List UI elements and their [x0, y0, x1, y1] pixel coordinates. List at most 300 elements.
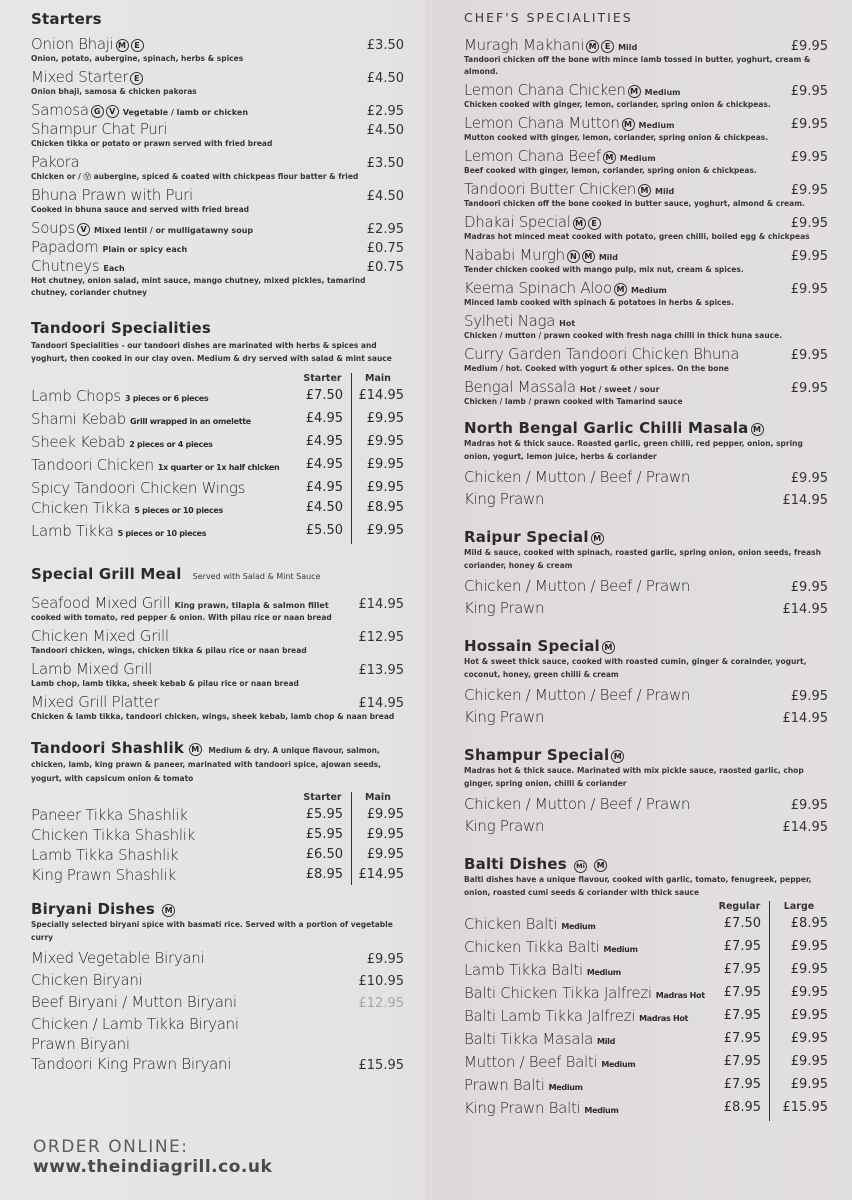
chef-item	[464, 179, 828, 198]
grill-item-price: £14.95	[358, 696, 404, 711]
special-title: Hossain Special	[464, 637, 600, 655]
biryani-item	[31, 1034, 404, 1054]
special-row-price: £9.95	[790, 471, 828, 486]
order-online-url[interactable]: www.theindiagrill.co.uk	[33, 1157, 273, 1177]
balti-row-price-2: £9.95	[790, 1077, 828, 1092]
chef-item-tag: Medium	[638, 121, 675, 130]
tandoori-row-tag: Grill wrapped in an omelette	[130, 417, 251, 426]
chef-item-description: Tandoori chicken off the bone with mince lamb tossed in butter, yoghurt, cream & almond.	[464, 55, 811, 76]
biryani-section	[31, 899, 404, 1076]
balti-heading	[464, 854, 828, 873]
balti-row-tag: Madras Hot	[655, 991, 705, 1000]
chef-item	[464, 344, 828, 363]
chef-item-name: Bengal Massala	[464, 378, 576, 396]
egg-badge-icon: E	[588, 217, 601, 230]
tandoori-row-name	[31, 386, 294, 409]
starter-item	[31, 34, 404, 53]
biryani-item-price: £12.95	[358, 996, 404, 1011]
balti-row-name	[464, 1029, 710, 1052]
starter-item	[31, 237, 404, 256]
starter-item-price: £3.50	[366, 38, 404, 53]
starter-item-name: Soups	[31, 219, 76, 237]
balti-row-label: Lamb Tikka Balti	[464, 961, 583, 979]
starter-item	[31, 152, 404, 171]
starter-item-description: Onion, potato, aubergine, spinach, herbs & spices	[31, 54, 244, 63]
chef-item-price: £9.95	[790, 216, 828, 231]
starter-item-name: Chutneys	[31, 257, 100, 275]
tandoori-row-name	[31, 478, 294, 498]
starter-item-title	[31, 67, 143, 86]
chef-item-name: Lemon Chana Chicken	[464, 81, 626, 99]
balti-row-name	[464, 1006, 710, 1029]
balti-row-tag: Medium	[561, 922, 596, 931]
special-row-price: £9.95	[790, 580, 828, 595]
starter-item	[31, 185, 404, 204]
tandoori-row-label: Lamb Tikka	[31, 522, 114, 540]
tandoori-row-price-2: £14.95	[358, 388, 404, 403]
balti-header-spacer	[464, 901, 710, 914]
special-section	[464, 527, 828, 620]
special-row-price: £14.95	[782, 493, 828, 508]
special-row	[464, 707, 828, 729]
shashlik-title: Tandoori Shashlik	[31, 739, 185, 757]
balti-row-name	[464, 1052, 710, 1075]
tandoori-row-price-2: £8.95	[366, 500, 404, 515]
balti-row-label: Mutton / Beef Balti	[464, 1053, 598, 1071]
tandoori-row-tag: 5 pieces or 10 pieces	[117, 529, 207, 538]
special-row-name: Chicken / Mutton / Beef / Prawn	[464, 795, 691, 813]
special-note: Madras hot & thick sauce. Roasted garlic, green chilli, red pepper, onion, spring onion, yogurt, lemon juice, herbs & coriander	[464, 439, 803, 461]
medium-badge-icon: M	[573, 217, 586, 230]
special-row-price: £14.95	[782, 711, 828, 726]
special-section	[464, 745, 828, 838]
starter-item	[31, 100, 404, 119]
tandoori-row-label: Lamb Chops	[31, 387, 121, 405]
right-column	[426, 0, 852, 1200]
shashlik-row-price-2: £9.95	[366, 847, 404, 862]
starter-item-title	[31, 185, 193, 204]
balti-row-label: King Prawn Balti	[464, 1099, 581, 1117]
shashlik-header-spacer	[31, 792, 294, 805]
balti-row-name	[464, 937, 710, 960]
grill-item-name: Seafood Mixed Grill	[31, 594, 171, 612]
grill-item-tag: King prawn, tilapia & salmon fillet	[174, 601, 329, 610]
tandoori-row-label: Shami Kebab	[31, 410, 127, 428]
balti-row-tag: Medium	[603, 945, 638, 954]
chef-item-description: Madras hot minced meat cooked with potato, green chilli, boiled egg & chickpeas	[464, 232, 810, 241]
tandoori-col-starter: Starter	[294, 373, 352, 386]
special-row-name: Chicken / Mutton / Beef / Prawn	[464, 468, 691, 486]
special-note: Madras hot & thick sauce. Marinated with mix pickle sauce, raosted garlic, chop ginger, spring onion, chilli & coriander	[464, 766, 804, 788]
balti-row-tag: Medium	[548, 1083, 583, 1092]
medium-badge-icon: M	[628, 85, 641, 98]
tandoori-header-spacer	[31, 373, 294, 386]
chef-item-tag: Medium	[630, 286, 667, 295]
chef-item-price: £9.95	[790, 348, 828, 363]
medium-badge-icon: M	[189, 743, 202, 756]
grill-item	[31, 593, 404, 612]
grill-item-title	[31, 659, 152, 678]
special-row-name: Chicken / Mutton / Beef / Prawn	[464, 577, 691, 595]
special-title: Shampur Special	[464, 746, 610, 764]
balti-title: Balti Dishes	[464, 855, 567, 873]
balti-row-price-2: £9.95	[790, 1008, 828, 1023]
shashlik-row-price-2: £9.95	[366, 807, 404, 822]
chef-item-name: Curry Garden Tandoori Chicken Bhuna	[464, 345, 740, 363]
special-row-price: £14.95	[782, 820, 828, 835]
starter-item-name: Pakora	[31, 153, 80, 171]
starter-item-tag: Each	[103, 264, 125, 273]
shashlik-row-label: Lamb Tikka Shashlik	[31, 846, 179, 864]
starter-item-title	[31, 152, 79, 171]
tandoori-col-main: Main	[365, 373, 391, 384]
special-heading	[464, 418, 828, 437]
special-row	[464, 489, 828, 511]
chef-item-title	[464, 80, 681, 99]
shashlik-row-label: Chicken Tikka Shashlik	[31, 826, 195, 844]
balti-row-price-1: £7.95	[710, 1029, 770, 1052]
starter-item-price: £3.50	[366, 156, 404, 171]
starter-item-description: Hot chutney, onion salad, mint sauce, mango chutney, mixed pickles, tamarind chutney, coriander chutney	[31, 276, 366, 297]
special-row-price: £9.95	[790, 689, 828, 704]
balti-section	[464, 854, 828, 1121]
biryani-item-name: Beef Biryani / Mutton Biryani	[31, 993, 237, 1011]
starter-item	[31, 218, 404, 237]
balti-row-price-2: £9.95	[790, 939, 828, 954]
chef-item-price: £9.95	[790, 381, 828, 396]
balti-row-price-2: £9.95	[790, 985, 828, 1000]
medium-badge-icon: M	[603, 151, 616, 164]
special-row-name: Chicken / Mutton / Beef / Prawn	[464, 686, 691, 704]
vegetarian-badge-icon: V	[106, 105, 119, 118]
special-row	[464, 598, 828, 620]
chef-item	[464, 80, 828, 99]
medium-badge-icon: M	[116, 39, 129, 52]
medium-badge-icon: M	[582, 250, 595, 263]
order-online-banner	[33, 1137, 426, 1177]
chef-item-tag: Medium	[644, 88, 681, 97]
balti-badge-mi-icon: Mi	[574, 860, 587, 873]
egg-badge-icon: E	[130, 72, 143, 85]
tandoori-section	[31, 319, 404, 544]
biryani-list	[31, 948, 404, 1076]
shashlik-row-price-1: £5.95	[294, 825, 352, 845]
tandoori-row-price-2: £9.95	[366, 523, 404, 538]
starter-item-name: Samosa	[31, 101, 89, 119]
tandoori-row-price-1: £7.50	[294, 386, 352, 409]
shashlik-row-label: King Prawn Shashlik	[31, 866, 176, 884]
special-note: Hot & sweet thick sauce, cooked with roasted cumin, ginger & corainder, yogurt, coconut, honey, green chilli & cream	[464, 657, 807, 679]
chef-item-description: Tandoori chicken off the bone cooked in butter sauce, yoghurt, almond & cream.	[464, 199, 805, 208]
chef-item-tag: Mild	[598, 253, 619, 262]
tandoori-row-label: Sheek Kebab	[31, 433, 126, 451]
starter-item	[31, 256, 404, 275]
shashlik-col-starter: Starter	[294, 792, 352, 805]
medium-badge-icon: M	[611, 750, 624, 763]
special-note: Mild & sauce, cooked with spinach, roasted garlic, spring onion, onion seeds, freash coriander, honey & cream	[464, 548, 821, 570]
chef-item	[464, 245, 828, 264]
biryani-item	[31, 992, 404, 1014]
biryani-heading	[31, 899, 404, 918]
chef-specialities-title: CHEF'S SPECIALITIES	[464, 10, 633, 25]
biryani-item-name: Tandoori King Prawn Biryani	[31, 1055, 232, 1073]
chef-item-name: Keema Spinach Aloo	[464, 279, 612, 297]
chef-item-title	[464, 278, 667, 297]
balti-note: Balti dishes have a unique flavour, cooked with garlic, tomato, fenugreek, pepper, onion, roasted cumi seeds & coriander with thick sauce	[464, 875, 812, 897]
biryani-item-name: Mixed Vegetable Biryani	[31, 949, 205, 967]
order-online-label: ORDER ONLINE:	[33, 1137, 189, 1157]
shashlik-row-label: Paneer Tikka Shashlik	[31, 806, 188, 824]
special-row	[464, 794, 828, 816]
chef-item-price: £9.95	[790, 84, 828, 99]
starters-list	[31, 34, 404, 299]
tandoori-row-tag: 3 pieces or 6 pieces	[124, 394, 209, 403]
chef-item-tag: Mild	[655, 187, 675, 196]
chef-item-tag: Medium	[619, 154, 656, 163]
chef-item-description: Chicken / lamb / prawn cooked with Tamarind sauce	[464, 397, 683, 406]
starter-item-description: Chicken tikka or potato or prawn served with fried bread	[31, 139, 273, 148]
chef-item-price: £9.95	[790, 39, 828, 54]
special-section	[464, 636, 828, 729]
tandoori-row-tag: 2 pieces or 4 pieces	[129, 440, 213, 449]
balti-row-price-1: £7.95	[710, 983, 770, 1006]
grill-note: Served with Salad & Mint Sauce	[192, 572, 321, 581]
chef-item-name: Muragh Makhani	[464, 36, 585, 54]
special-heading	[464, 636, 828, 655]
shashlik-section	[31, 741, 404, 885]
tandoori-row-price-1: £4.50	[294, 498, 352, 521]
balti-row-label: Prawn Balti	[464, 1076, 545, 1094]
balti-row-price-1: £7.95	[710, 1006, 770, 1029]
starter-item-price: £0.75	[366, 260, 404, 275]
starter-item-title	[31, 218, 253, 237]
starter-item-name: Shampur Chat Puri	[31, 120, 168, 138]
tandoori-row-price-2: £9.95	[366, 480, 404, 495]
biryani-item-price: £10.95	[358, 974, 404, 989]
chef-item-title	[464, 311, 575, 330]
tandoori-row-price-1: £5.50	[294, 521, 352, 544]
balti-col-regular: Regular	[710, 901, 770, 914]
chef-item	[464, 278, 828, 297]
chef-item-price: £9.95	[790, 183, 828, 198]
tandoori-row-price-2: £9.95	[366, 434, 404, 449]
grill-item	[31, 659, 404, 678]
grill-list	[31, 593, 404, 723]
medium-badge-icon: M	[622, 118, 635, 131]
balti-row-label: Balti Chicken Tikka Jalfrezi	[464, 984, 652, 1002]
shashlik-table	[31, 792, 404, 885]
chef-item-name: Dhakai Special	[464, 213, 571, 231]
special-row	[464, 816, 828, 838]
tandoori-note: Tandoori Specialities - our tandoori dishes are marinated with herbs & spices and yoghurt, then cooked in our clay oven. Medium & dry served with salad & mint sauce	[31, 341, 392, 363]
egg-badge-icon: E	[601, 40, 614, 53]
grill-item	[31, 626, 404, 645]
chef-item-title	[464, 377, 660, 396]
balti-row-price-1: £8.95	[710, 1098, 770, 1121]
special-row-name: King Prawn	[464, 599, 545, 617]
special-section	[464, 418, 828, 511]
shashlik-row-price-2: £14.95	[358, 867, 404, 882]
shashlik-row-name	[31, 865, 294, 885]
grill-item-name: Chicken Mixed Grill	[31, 627, 169, 645]
egg-badge-icon: E	[131, 39, 144, 52]
chef-item-price: £9.95	[790, 150, 828, 165]
shashlik-row-price-2: £9.95	[366, 827, 404, 842]
starter-item-title	[31, 237, 187, 256]
medium-badge-icon: M	[162, 904, 175, 917]
balti-row-name	[464, 983, 710, 1006]
special-row	[464, 576, 828, 598]
grill-item-description: Tandoori chicken, wings, chicken tikka & pilau rice or naan bread	[31, 646, 307, 655]
shashlik-note: Medium & dry. A unique flavour, salmon, chicken, lamb, king prawn & paneer, marinated with tandoori spice, ajowan seeds, yogurt, with capsicum onion & tomato	[31, 746, 381, 783]
medium-badge-icon: M	[638, 184, 651, 197]
special-row	[464, 467, 828, 489]
starter-item-description: Onion bhaji, samosa & chicken pakoras	[31, 87, 197, 96]
chef-item-title	[464, 146, 656, 165]
balti-row-tag: Mild	[597, 1037, 616, 1046]
biryani-item-name: Chicken / Lamb Tikka Biryani	[31, 1015, 239, 1033]
chef-item-price: £9.95	[790, 282, 828, 297]
chef-item	[464, 212, 828, 231]
balti-row-name	[464, 1098, 710, 1121]
chef-item-price: £9.95	[790, 249, 828, 264]
starter-item-price: £4.50	[366, 71, 404, 86]
grill-item-description: cooked with tomato, red pepper & onion. With pilau rice or naan bread	[31, 613, 332, 622]
chef-item-description: Chicken / mutton / prawn cooked with fresh naga chilli in thick huna sauce.	[464, 331, 783, 340]
starter-item-price: £4.50	[366, 189, 404, 204]
chef-item-name: Tandoori Butter Chicken	[464, 180, 636, 198]
tandoori-row-name	[31, 455, 294, 478]
shashlik-row-name	[31, 825, 294, 845]
balti-row-price-1: £7.50	[710, 914, 770, 937]
shashlik-col-main: Main	[365, 792, 391, 803]
grill-item-title	[31, 692, 159, 711]
special-row-name: King Prawn	[464, 708, 545, 726]
starter-item-title	[31, 34, 144, 53]
vegetarian-badge-icon: V	[77, 223, 90, 236]
balti-row-name	[464, 914, 710, 937]
balti-row-price-2: £9.95	[790, 1054, 828, 1069]
medium-badge-icon: M	[602, 641, 615, 654]
special-row-price: £14.95	[782, 602, 828, 617]
chef-item-description: Tender chicken cooked with mango pulp, mix nut, cream & spices.	[464, 265, 744, 274]
tandoori-row-tag: 1x quarter or 1x half chicken	[157, 463, 280, 472]
shashlik-row-price-1: £6.50	[294, 845, 352, 865]
tandoori-row-price-1: £4.95	[294, 409, 352, 432]
medium-badge-icon: M	[586, 40, 599, 53]
starter-item	[31, 119, 404, 138]
medium-badge-icon: M	[751, 423, 764, 436]
biryani-item-price: £15.95	[358, 1058, 404, 1073]
tandoori-table	[31, 373, 404, 544]
balti-row-name	[464, 1075, 710, 1098]
special-row-name: King Prawn	[464, 490, 545, 508]
starter-item	[31, 67, 404, 86]
grill-item	[31, 692, 404, 711]
starter-item-tag: Vegetable / lamb or chicken	[122, 108, 249, 117]
balti-col-large: Large	[783, 901, 815, 912]
starter-item-price: £4.50	[366, 123, 404, 138]
shashlik-row-price-1: £5.95	[294, 805, 352, 825]
starter-item-title	[31, 119, 167, 138]
grill-title: Special Grill Meal	[31, 565, 182, 583]
chef-list	[464, 35, 828, 408]
chef-item-title	[464, 245, 618, 264]
chef-item-name: Lemon Chana Mutton	[464, 114, 620, 132]
chef-item-title	[464, 212, 601, 231]
chef-item	[464, 113, 828, 132]
shashlik-row-name	[31, 805, 294, 825]
balti-row-price-2: £9.95	[790, 962, 828, 977]
balti-row-price-1: £7.95	[710, 1052, 770, 1075]
starter-item-title	[31, 256, 125, 275]
starter-item-name: Onion Bhaji	[31, 35, 114, 53]
biryani-item-price: £9.95	[366, 952, 404, 967]
grill-section	[31, 564, 404, 723]
grill-item-price: £14.95	[358, 597, 404, 612]
starter-item-tag: Plain or spicy each	[102, 245, 188, 254]
chef-item	[464, 35, 828, 54]
balti-row-label: Balti Lamb Tikka Jalfrezi	[464, 1007, 636, 1025]
chef-item-tag: Hot / sweet / sour	[579, 385, 660, 394]
chef-item-title	[464, 344, 739, 363]
biryani-item-name: Prawn Biryani	[31, 1035, 130, 1053]
chef-item-name: Lemon Chana Beef	[464, 147, 601, 165]
shashlik-row-name	[31, 845, 294, 865]
medium-badge-icon: M	[614, 283, 627, 296]
biryani-title: Biryani Dishes	[31, 900, 156, 918]
balti-row-label: Chicken Balti	[464, 915, 558, 933]
balti-row-price-2: £8.95	[790, 916, 828, 931]
chef-item-title	[464, 179, 674, 198]
balti-row-tag: Medium	[584, 1106, 619, 1115]
starter-item-name: Papadom	[31, 238, 99, 256]
biryani-item-name: Chicken Biryani	[31, 971, 143, 989]
shashlik-row-price-1: £8.95	[294, 865, 352, 885]
chef-item-description: Chicken cooked with ginger, lemon, coriander, spring onion & chickpeas.	[464, 100, 771, 109]
chef-item-name: Sylheti Naga	[464, 312, 556, 330]
biryani-item	[31, 1054, 404, 1076]
biryani-item	[31, 970, 404, 992]
balti-row-tag: Madras Hot	[639, 1014, 689, 1023]
biryani-note: Specially selected biryani spice with basmati rice. Served with a portion of vegetable curry	[31, 920, 393, 942]
balti-row-label: Chicken Tikka Balti	[464, 938, 600, 956]
tandoori-row-name	[31, 498, 294, 521]
starter-item-description: Chicken or / Ⓥ aubergine, spiced & coated with chickpeas flour batter & fried	[31, 172, 359, 181]
medium-badge-icon: M	[591, 532, 604, 545]
grill-item-description: Chicken & lamb tikka, tandoori chicken, wings, sheek kebab, lamb chop & naan bread	[31, 712, 395, 721]
tandoori-row-name	[31, 521, 294, 544]
special-heading	[464, 745, 828, 764]
gluten-badge-icon: G	[91, 105, 104, 118]
tandoori-row-price-1: £4.95	[294, 478, 352, 498]
starter-item-price: £2.95	[366, 104, 404, 119]
tandoori-row-label: Tandoori Chicken	[31, 456, 154, 474]
balti-row-price-1: £7.95	[710, 1075, 770, 1098]
special-row-name: King Prawn	[464, 817, 545, 835]
tandoori-title: Tandoori Specialities	[31, 319, 211, 337]
tandoori-row-name	[31, 409, 294, 432]
grill-item-title	[31, 593, 329, 612]
grill-item-price: £13.95	[358, 663, 404, 678]
specials-list	[464, 418, 828, 838]
chef-item-title	[464, 113, 674, 132]
grill-item-description: Lamb chop, lamb tikka, sheek kebab & pilau rice or naan bread	[31, 679, 299, 688]
grill-heading	[31, 564, 404, 583]
starter-item-price: £0.75	[366, 241, 404, 256]
chef-item-price: £9.95	[790, 117, 828, 132]
starters-title: Starters	[31, 10, 102, 28]
